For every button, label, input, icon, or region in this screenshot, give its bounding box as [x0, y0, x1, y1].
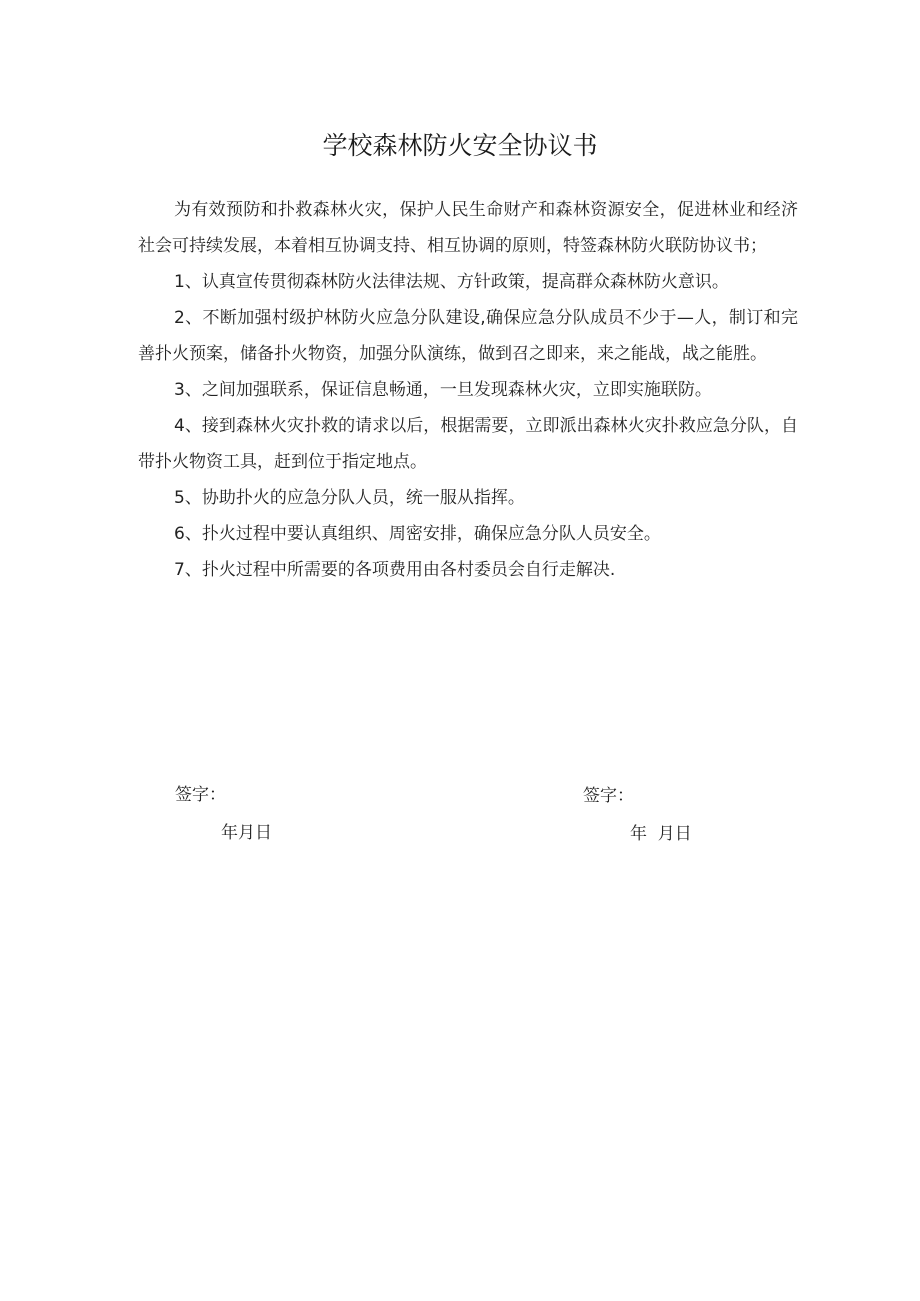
- paragraph-clause-5: 5、协助扑火的应急分队人员，统一服从指挥。: [174, 488, 525, 508]
- paragraph-clause-3: 3、之间加强联系，保证信息畅通，一旦发现森林火灾，立即实施联防。: [174, 380, 712, 400]
- right-signature-date: 年 月日: [630, 824, 692, 844]
- paragraph-clause-4: 4、接到森林火灾扑救的请求以后，根据需要，立即派出森林火灾扑救应急分队，自带扑火物资工具，赶到位于指定地点。: [138, 416, 798, 472]
- paragraph-clause-7: 7、扑火过程中所需要的各项费用由各村委员会自行走解决.: [174, 560, 616, 580]
- paragraph-clause-6: 6、扑火过程中要认真组织、周密安排，确保应急分队人员安全。: [174, 524, 661, 544]
- document-title: 学校森林防火安全协议书: [322, 131, 598, 160]
- paragraph-clause-2: 2、不断加强村级护林防火应急分队建设,确保应急分队成员不少于—人，制订和完善扑火预案，储备扑火物资，加强分队演练，做到召之即来，来之能战，战之能胜。: [138, 308, 798, 364]
- right-signature-label: 签字：: [583, 786, 634, 806]
- document-body: [138, 192, 798, 588]
- left-signature-label: 签字：: [175, 785, 226, 805]
- left-signature-date: 年月日: [221, 823, 272, 843]
- paragraph-intro: 为有效预防和扑救森林火灾，保护人民生命财产和森林资源安全，促进林业和经济社会可持续发展，本着相互协调支持、相互协调的原则，特签森林防火联防协议书；: [138, 200, 798, 256]
- paragraph-clause-1: 1、认真宣传贯彻森林防火法律法规、方针政策，提高群众森林防火意识。: [174, 272, 729, 292]
